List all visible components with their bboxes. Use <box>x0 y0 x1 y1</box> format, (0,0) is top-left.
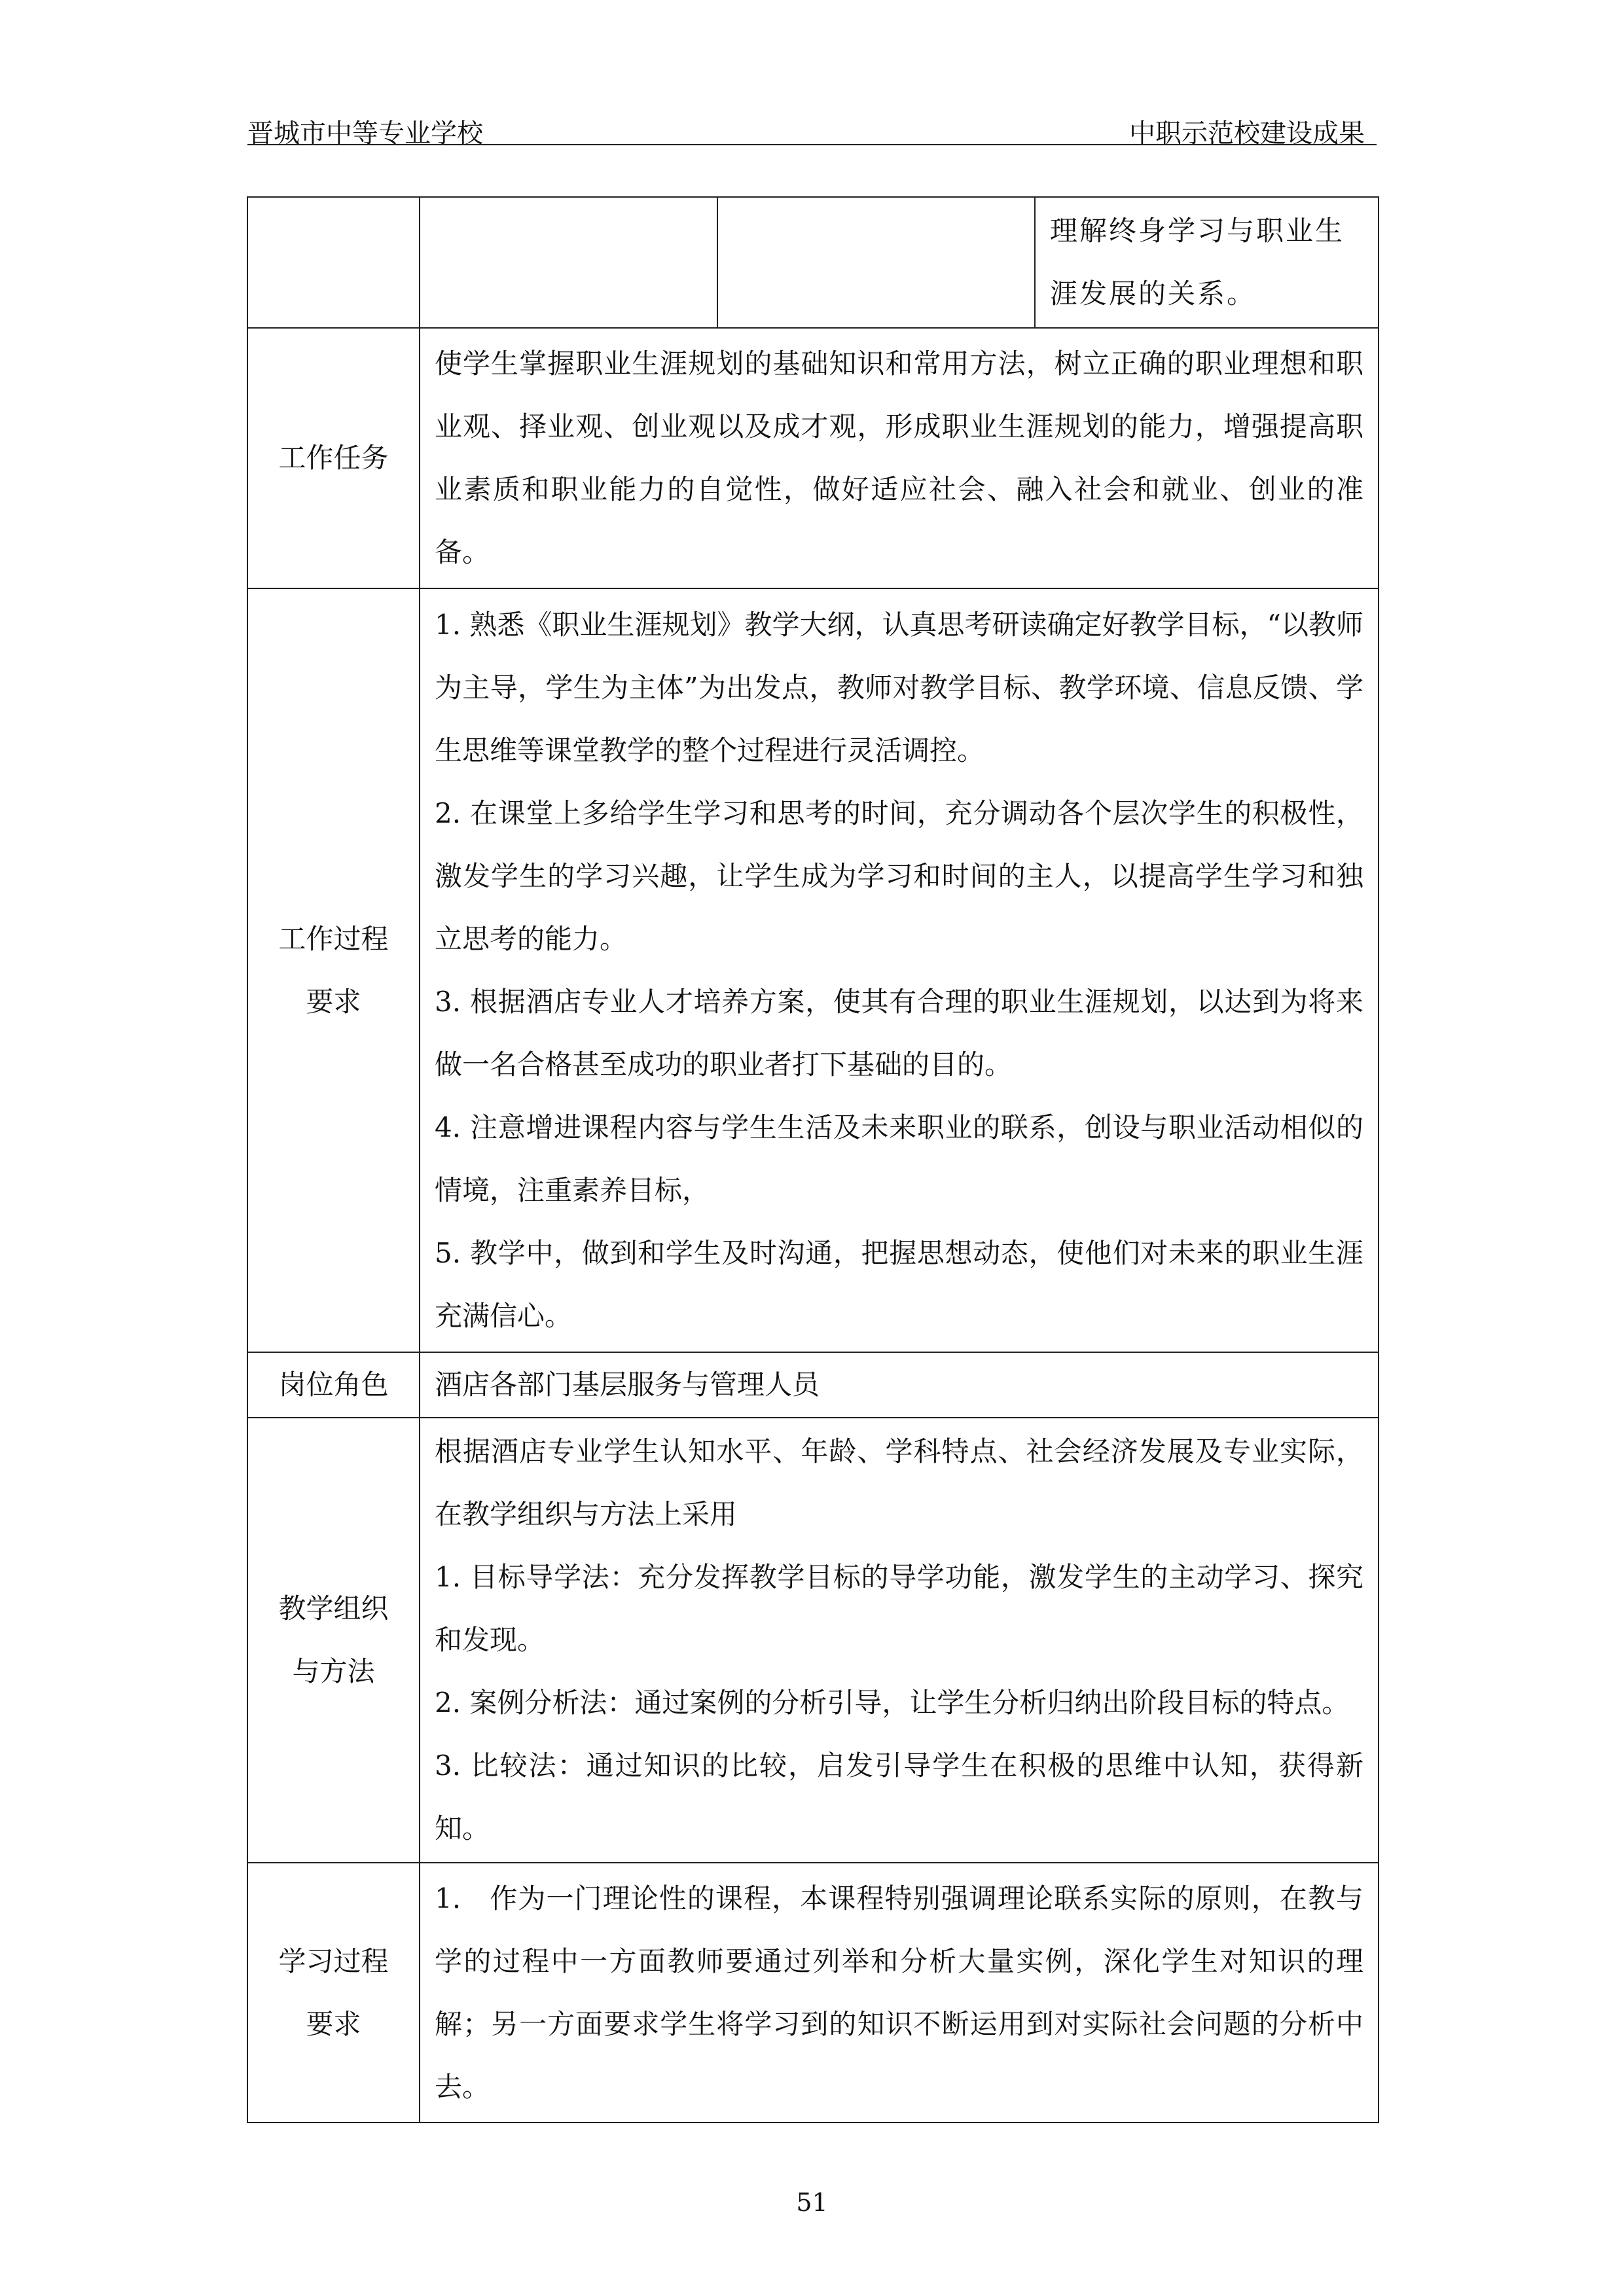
row-label <box>247 1863 420 2123</box>
table-row-work-process <box>247 588 1379 1352</box>
row-label-text: 与方法 <box>292 1655 375 1687</box>
empty-cell <box>717 197 1035 328</box>
paragraph: 使学生掌握职业生涯规划的基础知识和常用方法，树立正确的职业理想和职业观、择业观、创业观以及成才观，形成职业生涯规划的能力，增强提高职业素质和职业能力的自觉性，做好适应社会、融入社会和就业、创业的准备。 <box>435 348 1363 568</box>
header-divider <box>247 144 1377 145</box>
table-row-work-task <box>247 328 1379 588</box>
paragraph: 1. 熟悉《职业生涯规划》教学大纲，认真思考研读确定好教学目标，“以教师为主导，学生为主体”为出发点，教师对教学目标、教学环境、信息反馈、学生思维等课堂教学的整个过程进行灵活调控。 <box>435 608 1363 766</box>
paragraph: 5. 教学中，做到和学生及时沟通，把握思想动态，使他们对未来的职业生涯充满信心。 <box>435 1236 1363 1332</box>
table-row-continued <box>247 197 1379 328</box>
paragraph: 1. 目标导学法：充分发挥教学目标的导学功能，激发学生的主动学习、探究和发现。 <box>435 1561 1363 1656</box>
paragraph: 1. 作为一门理论性的课程，本课程特别强调理论联系实际的原则，在教与学的过程中一方面教师要通过列举和分析大量实例，深化学生对知识的理解；另一方面要求学生将学习到的知识不断运用到对实际社会问题的分析中去。 <box>435 1882 1363 2103</box>
row-label <box>247 328 420 588</box>
empty-cell <box>420 197 717 328</box>
row-content <box>420 328 1379 588</box>
paragraph: 2. 案例分析法：通过案例的分析引导，让学生分析归纳出阶段目标的特点。 <box>435 1687 1350 1719</box>
header-school-name: 晋城市中等专业学校 <box>247 118 483 149</box>
table-row-learning-process <box>247 1863 1379 2123</box>
course-table <box>247 196 1379 2123</box>
row-label-text: 教学组织 <box>278 1592 389 1624</box>
objective-line: 理解终身学习与职业生 <box>1050 215 1345 247</box>
objective-line: 涯发展的关系。 <box>1050 278 1257 310</box>
paragraph: 3. 根据酒店专业人才培养方案，使其有合理的职业生涯规划，以达到为将来做一名合格甚至成功的职业者打下基础的目的。 <box>435 985 1363 1081</box>
page-number: 51 <box>796 2188 828 2217</box>
row-label-text: 工作任务 <box>278 442 389 474</box>
row-content <box>420 588 1379 1352</box>
row-content <box>420 1418 1379 1863</box>
row-label-text: 要求 <box>306 985 361 1018</box>
table-row-teaching-methods <box>247 1418 1379 1863</box>
row-content <box>420 1352 1379 1418</box>
objective-cell <box>1035 197 1379 328</box>
table-row-position-role <box>247 1352 1379 1418</box>
row-label-text: 岗位角色 <box>278 1369 389 1401</box>
paragraph: 酒店各部门基层服务与管理人员 <box>435 1369 820 1401</box>
row-label <box>247 1418 420 1863</box>
row-label <box>247 1352 420 1418</box>
header-doc-title: 中职示范校建设成果 <box>1129 118 1365 149</box>
row-label <box>247 588 420 1352</box>
row-label-text: 要求 <box>306 2007 361 2040</box>
row-label-text: 学习过程 <box>278 1945 389 1977</box>
row-label-text: 工作过程 <box>278 922 389 955</box>
paragraph: 4. 注意增进课程内容与学生生活及未来职业的联系，创设与职业活动相似的情境，注重素养目标， <box>435 1111 1363 1206</box>
empty-cell <box>247 197 420 328</box>
paragraph: 2. 在课堂上多给学生学习和思考的时间，充分调动各个层次学生的积极性，激发学生的学习兴趣，让学生成为学习和时间的主人，以提高学生学习和独立思考的能力。 <box>435 797 1363 955</box>
paragraph: 3. 比较法：通过知识的比较，启发引导学生在积极的思维中认知，获得新知。 <box>435 1749 1363 1844</box>
row-content <box>420 1863 1379 2123</box>
paragraph: 根据酒店专业学生认知水平、年龄、学科特点、社会经济发展及专业实际，在教学组织与方法上采用 <box>435 1435 1363 1530</box>
